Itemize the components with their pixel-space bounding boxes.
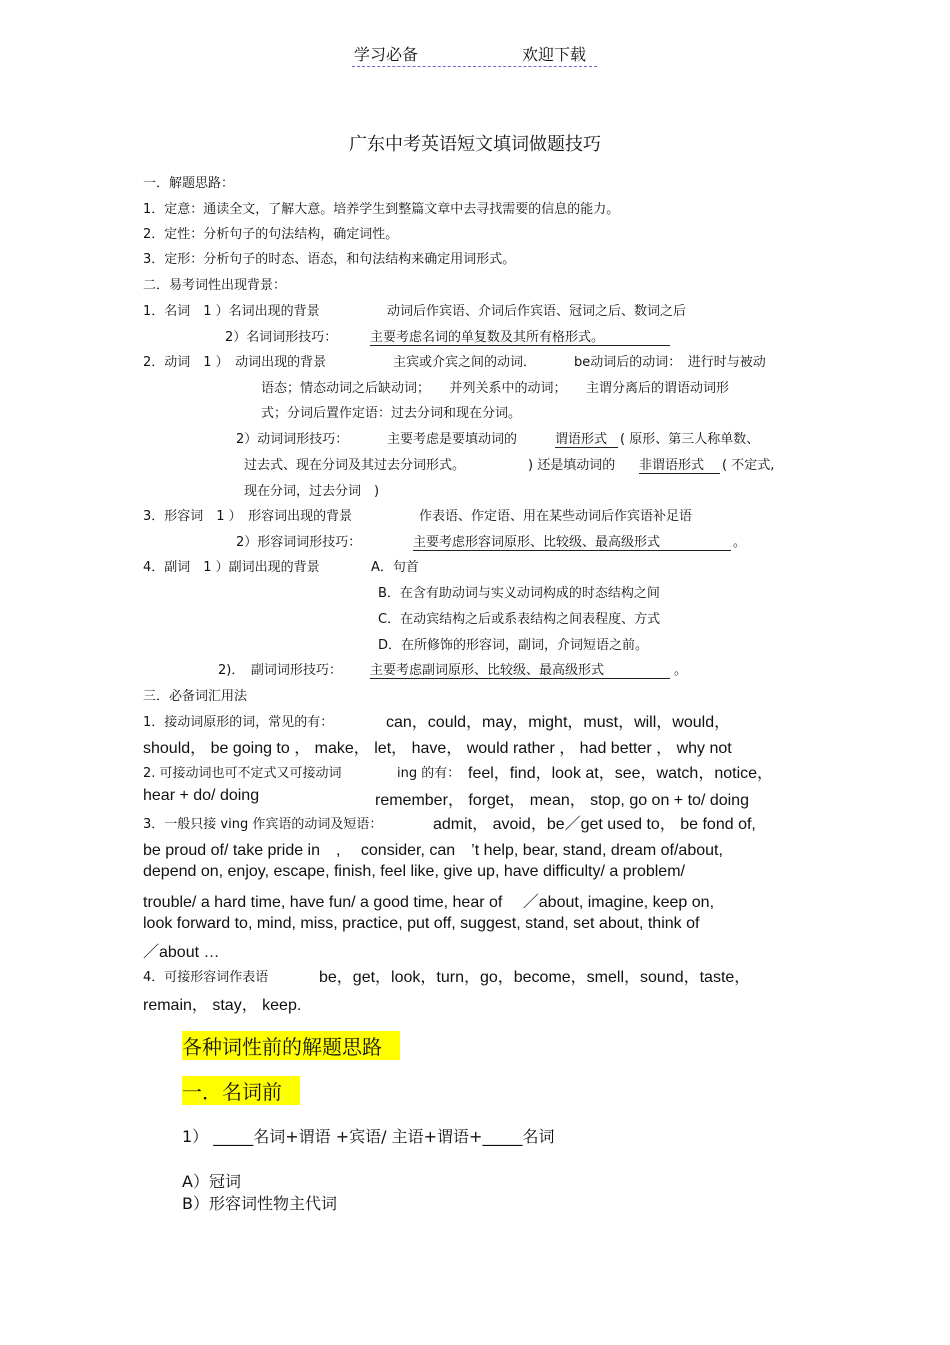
verb-background-text: 语态；情态动词之后缺动词； 并列关系中的动词； 主谓分离后的谓语动词形 xyxy=(261,381,730,396)
highlighted-subheading: 一．名词前 xyxy=(182,1076,300,1105)
vocab-text: trouble/ a hard time, have fun/ a good time, hear of ／about, imagine, keep on, xyxy=(143,894,715,911)
adj-background-text: 作表语、作定语、用在某些动词后作宾语补足语 xyxy=(419,509,693,524)
header-left-text: 学习必备 xyxy=(354,45,419,64)
vocab-text: remember， forget， mean， stop, go on + to/ doing xyxy=(375,792,749,809)
vocab-text: be proud of/ take pride in , consider, can ’t help, bear, stand, dream of/about, xyxy=(143,842,723,859)
vocab-text: ing 的有： xyxy=(397,766,461,781)
adv-background-item: B．在含有助动词与实义动词构成的时态结构之间 xyxy=(378,586,660,601)
vocab-text: be，get，look，turn，go，become，smell，sound，taste， xyxy=(319,969,751,986)
verb-form-text: 过去式、现在分词及其过去分词形式。 xyxy=(244,458,466,473)
vocab-text: ／about … xyxy=(143,944,220,961)
section3-heading: 三．必备词汇用法 xyxy=(143,689,248,704)
document-title: 广东中考英语短文填词做题技巧 xyxy=(349,134,601,155)
adj-form-end: 。 xyxy=(733,535,747,550)
adv-background-item: D．在所修饰的形容词，副词，介词短语之前。 xyxy=(378,638,649,653)
vocab-text: depend on, enjoy, escape, finish, feel like, give up, have difficulty/ a problem/ xyxy=(143,863,685,880)
adj-form-label: 2）形容词词形技巧： xyxy=(236,535,362,550)
section1-item: 3．定形：分析句子的时态、语态，和句法结构来确定用词形式。 xyxy=(143,252,516,267)
page-header xyxy=(352,42,597,67)
noun-form-text: 主要考虑名词的单复数及其所有格形式。 xyxy=(370,326,670,346)
vocab-text: should， be going to ， make， let， have， would rather ， had better ， why not xyxy=(143,740,732,757)
section1-item: 1．定意：通读全文，了解大意。培养学生到整篇文章中去寻找需要的信息的能力。 xyxy=(143,202,620,217)
pattern-line: 1） _____名词+谓语 +宾语/ 主语+谓语+_____名词 xyxy=(182,1127,555,1146)
adv-background-item: A．句首 xyxy=(371,560,419,575)
verb-form-text: ( 不定式, xyxy=(722,458,775,473)
noun-background-label: 1．名词 1 ）名词出现的背景 xyxy=(143,304,320,319)
vocab-text: 2. 可接动词也可不定式又可接动词 xyxy=(143,766,342,781)
option-a: A）冠词 xyxy=(182,1172,241,1191)
verb-background-text: be动词后的动词： 进行时与被动 xyxy=(574,355,766,370)
adv-background-label: 4．副词 1 ）副词出现的背景 xyxy=(143,560,320,575)
vocab-text: 1．接动词原形的词，常见的有： xyxy=(143,715,334,730)
adv-form-end: 。 xyxy=(674,663,688,678)
vocab-text: look forward to, mind, miss, practice, put off, suggest, stand, set about, think of xyxy=(143,915,700,932)
verb-form-text: 主要考虑是要填动词的 xyxy=(387,432,518,447)
verb-form-text: 现在分词，过去分词 ) xyxy=(244,484,380,499)
section1-heading: 一．解题思路： xyxy=(143,176,235,191)
noun-form-label: 2）名词词形技巧： xyxy=(225,330,338,345)
noun-background-text: 动词后作宾语、介词后作宾语、冠词之后、数词之后 xyxy=(387,304,687,319)
header-right-text: 欢迎下载 xyxy=(522,45,587,64)
section1-item: 2．定性：分析句子的句法结构，确定词性。 xyxy=(143,227,399,242)
verb-background-text: 主宾或介宾之间的动词． xyxy=(393,355,537,370)
highlighted-heading: 各种词性前的解题思路 xyxy=(182,1031,400,1060)
verb-background-text: 式；分词后置作定语：过去分词和现在分词。 xyxy=(261,406,522,421)
vocab-text: remain， stay， keep. xyxy=(143,997,302,1014)
option-b: B）形容词性物主代词 xyxy=(182,1194,337,1213)
vocab-text: 3．一般只接 ving 作宾语的动词及短语： xyxy=(143,817,383,832)
vocab-text: 4．可接形容词作表语 xyxy=(143,970,269,985)
adj-background-label: 3．形容词 1 ） 形容词出现的背景 xyxy=(143,509,353,524)
verb-form-text: ( 原形、第三人称单数、 xyxy=(620,432,760,447)
verb-form-underlined: 谓语形式 xyxy=(555,428,618,448)
adj-form-text: 主要考虑形容词原形、比较级、最高级形式 xyxy=(413,531,731,551)
vocab-text: feel，find，look at，see，watch，notice， xyxy=(468,765,774,782)
verb-background-label: 2．动词 1 ） 动词出现的背景 xyxy=(143,355,327,370)
vocab-text: hear + do/ doing xyxy=(143,787,260,804)
section2-heading: 二．易考词性出现背景： xyxy=(143,278,287,293)
vocab-text: can，could，may，might，must，will，would， xyxy=(386,714,731,731)
adv-form-label: 2)． 副词词形技巧： xyxy=(218,663,342,678)
adv-form-text: 主要考虑副词原形、比较级、最高级形式 xyxy=(370,659,670,679)
verb-form-underlined: 非谓语形式 xyxy=(639,454,720,474)
vocab-text: admit， avoid，be／get used to， be fond of, xyxy=(433,816,756,833)
verb-form-text: ) 还是填动词的 xyxy=(528,458,616,473)
adv-background-item: C．在动宾结构之后或系表结构之间表程度、方式 xyxy=(378,612,661,627)
verb-form-label: 2）动词词形技巧： xyxy=(236,432,349,447)
